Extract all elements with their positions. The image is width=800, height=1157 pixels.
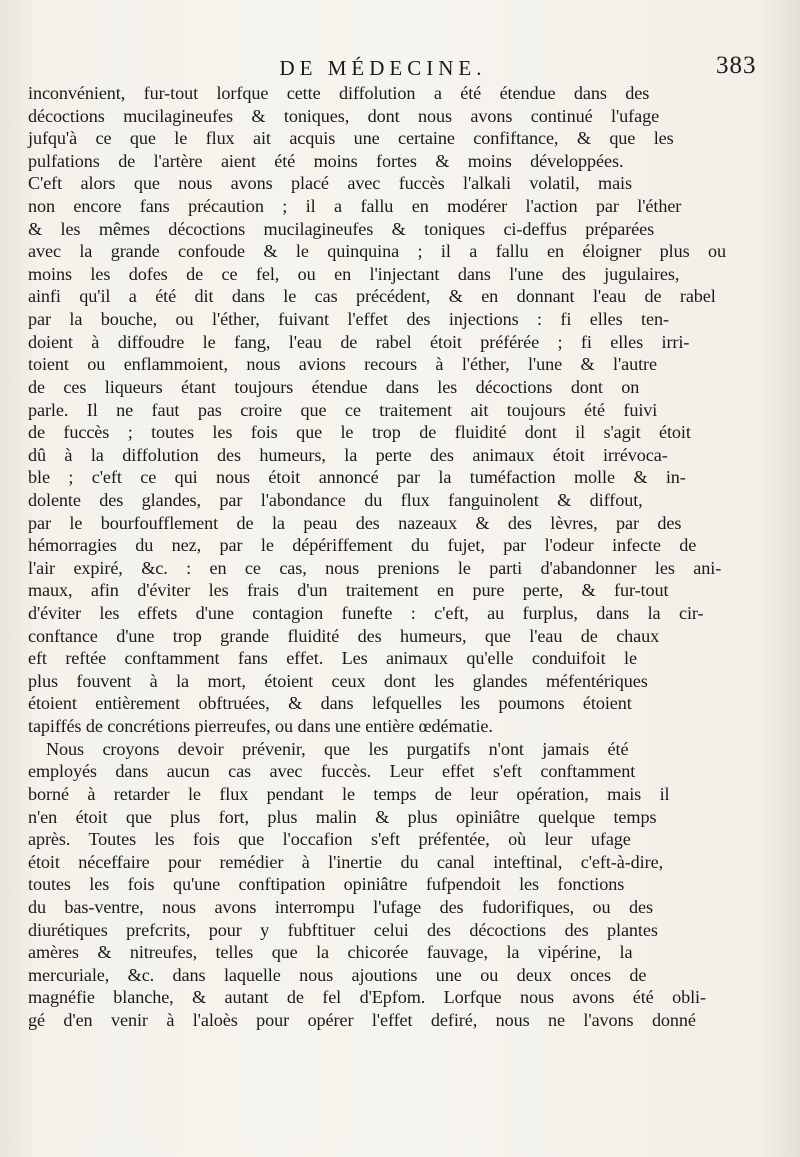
- running-header: DE MÉDECINE.: [279, 56, 487, 80]
- text-line: d'éviter les effets d'une contagion funefte : c'eft, au furplus, dans la cir-: [28, 603, 704, 624]
- text-line: étoit néceffaire pour remédier à l'inertie du canal inteftinal, c'eft-à-dire,: [28, 851, 664, 872]
- text-line: étoient entièrement obftruées, & dans lefquelles les poumons étoient: [28, 693, 632, 714]
- text-line: & les mêmes décoctions mucilagineufes & toniques ci-deffus préparées: [28, 218, 655, 239]
- text-line: ainfi qu'il a été dit dans le cas précédent, & en donnant l'eau de rabel: [28, 286, 716, 307]
- text-line: conftance d'une trop grande fluidité des humeurs, que l'eau de chaux: [28, 625, 660, 646]
- text-line: employés dans aucun cas avec fuccès. Leur effet s'eft conftamment: [28, 761, 636, 782]
- body-text: [28, 82, 800, 1032]
- text-line: parle. Il ne faut pas croire que ce traitement ait toujours été fuivi: [28, 399, 658, 420]
- text-line: ble ; c'eft ce qui nous étoit annoncé par la tuméfaction molle & in-: [28, 467, 686, 488]
- text-line: après. Toutes les fois que l'occafion s'eft préfentée, où leur ufage: [28, 829, 631, 850]
- text-line: borné à retarder le flux pendant le temps de leur opération, mais il: [28, 783, 670, 804]
- text-line: toient ou enflammoient, nous avions recours à l'éther, l'une & l'autre: [28, 354, 657, 375]
- text-line: décoctions mucilagineufes & toniques, dont nous avons continué l'ufage: [28, 105, 660, 126]
- text-line: maux, afin d'éviter les frais d'un traitement en pure perte, & fur-tout: [28, 580, 669, 601]
- text-line: n'en étoit que plus fort, plus malin & plus opiniâtre quelque temps: [28, 806, 657, 827]
- text-line: toutes les fois qu'une conftipation opiniâtre fufpendoit les fonctions: [28, 874, 625, 895]
- text-line: l'air expiré, &c. : en ce cas, nous prenions le parti d'abandonner les ani-: [28, 557, 722, 578]
- text-line: non encore fans précaution ; il a fallu en modérer l'action par l'éther: [28, 196, 682, 217]
- text-line: inconvénient, fur-tout lorfque cette diffolution a été étendue dans des: [28, 83, 650, 103]
- text-line: magnéfie blanche, & autant de fel d'Epfom. Lorfque nous avons été obli-: [28, 987, 706, 1008]
- text-line: amères & nitreufes, telles que la chicorée fauvage, la vipérine, la: [28, 942, 633, 963]
- text-line: jufqu'à ce que le flux ait acquis une certaine confiftance, & que les: [28, 128, 674, 149]
- page-number: 383: [716, 52, 757, 79]
- text-line: par la bouche, ou l'éther, fuivant l'effet des injections : fi elles ten-: [28, 309, 669, 330]
- text-line: avec la grande confoude & le quinquina ; il a fallu en éloigner plus ou: [28, 241, 726, 262]
- text-line: mercuriale, &c. dans laquelle nous ajoutions une ou deux onces de: [28, 964, 647, 985]
- text-line: de ces liqueurs étant toujours étendue dans les décoctions dont on: [28, 376, 640, 397]
- text-line: plus fouvent à la mort, étoient ceux dont les glandes méfentériques: [28, 670, 648, 691]
- paragraph-start-line: Nous croyons devoir prévenir, que les purgatifs n'ont jamais été: [46, 738, 629, 759]
- text-line: eft reftée conftamment fans effet. Les animaux qu'elle conduifoit le: [28, 648, 637, 669]
- text-line: tapiffés de concrétions pierreufes, ou dans une entière œdématie.: [28, 716, 493, 737]
- text-line: du bas-ventre, nous avons interrompu l'ufage des fudorifiques, ou des: [28, 896, 653, 917]
- text-line: diurétiques prefcrits, pour y fubftituer celui des décoctions des plantes: [28, 919, 658, 940]
- text-line: dû à la diffolution des humeurs, la perte des animaux étoit irrévoca-: [28, 444, 668, 465]
- text-line: C'eft alors que nous avons placé avec fuccès l'alkali volatil, mais: [28, 173, 632, 194]
- text-line: dolente des glandes, par l'abondance du flux fanguinolent & diffout,: [28, 489, 643, 510]
- text-line: gé d'en venir à l'aloès pour opérer l'effet defiré, nous ne l'avons donné: [28, 1009, 696, 1030]
- text-line: hémorragies du nez, par le dépériffement du fujet, par l'odeur infecte de: [28, 535, 697, 556]
- text-line: moins les dofes de ce fel, ou en l'injectant dans l'une des jugulaires,: [28, 263, 680, 284]
- text-line: pulfations de l'artère aient été moins fortes & moins développées.: [28, 150, 624, 171]
- text-line: doient à diffoudre le fang, l'eau de rabel étoit préférée ; fi elles irri-: [28, 331, 690, 352]
- text-line: de fuccès ; toutes les fois que le trop de fluidité dont il s'agit étoit: [28, 422, 691, 443]
- text-line: par le bourfoufflement de la peau des nazeaux & des lèvres, par des: [28, 512, 682, 533]
